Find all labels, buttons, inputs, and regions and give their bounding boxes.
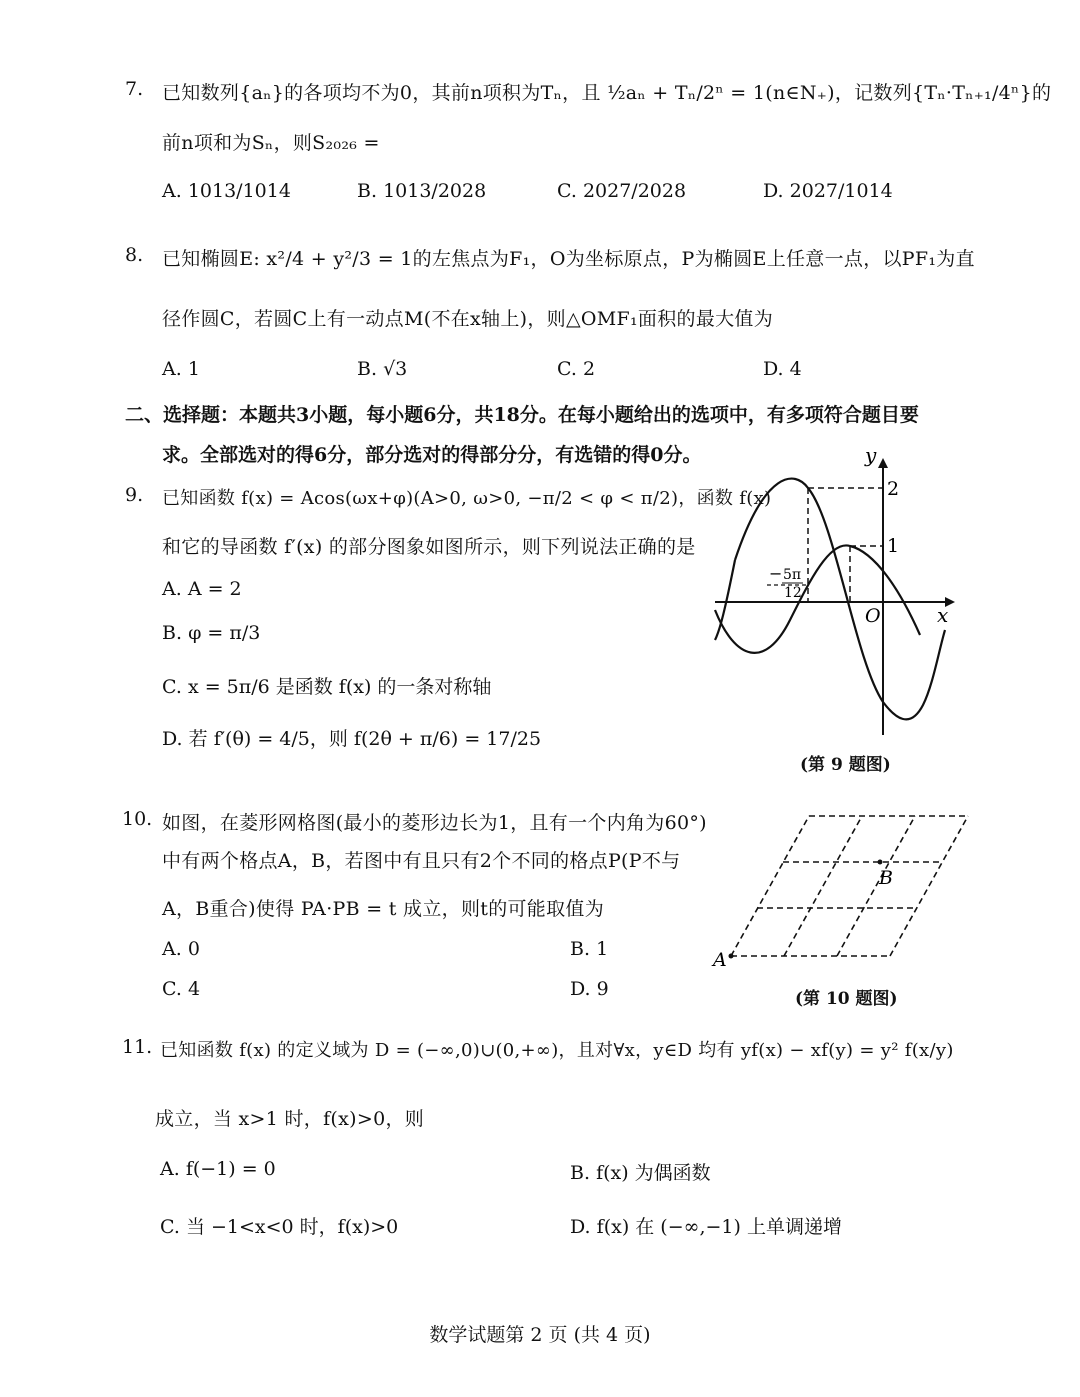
y-axis-arrow-icon bbox=[878, 458, 888, 468]
q10-rhombus-grid-figure bbox=[705, 808, 970, 973]
grid-col-1 bbox=[784, 816, 862, 956]
q9-graph-figure bbox=[705, 440, 965, 740]
f-curve bbox=[735, 479, 945, 720]
q9-option-d: D. 若 f′(θ) = 4/5，则 f(2θ + π/6) = 17/25 bbox=[162, 728, 542, 750]
origin-label: O bbox=[865, 605, 881, 627]
q10-option-b: B. 1 bbox=[570, 938, 609, 960]
q11-option-a: A. f(−1) = 0 bbox=[160, 1158, 276, 1180]
q8-option-a: A. 1 bbox=[162, 358, 200, 380]
q10-option-c: C. 4 bbox=[162, 978, 201, 1000]
q9-figure-caption: (第 9 题图) bbox=[800, 755, 891, 775]
q7-stem-line2: 前n项和为Sₙ，则S₂₀₂₆ = bbox=[162, 132, 380, 154]
q11-stem-line1: 已知函数 f(x) 的定义域为 D = (−∞,0)∪(0,+∞)，且对∀x，y∈D 均有 yf(x) − xf(y) = y² f(x/y) bbox=[160, 1040, 954, 1061]
q8-option-c: C. 2 bbox=[557, 358, 596, 380]
q10-option-a: A. 0 bbox=[162, 938, 200, 960]
page-footer: 数学试题第 2 页 (共 4 页) bbox=[429, 1324, 651, 1346]
q8-number: 8. bbox=[125, 244, 144, 266]
q11-stem-line2: 成立，当 x>1 时，f(x)>0，则 bbox=[155, 1108, 425, 1130]
q9-number: 9. bbox=[125, 484, 144, 506]
q10-stem-line2: 中有两个格点A，B，若图中有且只有2个不同的格点P(P不与 bbox=[162, 850, 681, 872]
q9-stem-line2: 和它的导函数 f′(x) 的部分图象如图所示，则下列说法正确的是 bbox=[162, 536, 696, 558]
f-curve-left bbox=[715, 560, 735, 640]
neg-label-denominator: 12 bbox=[784, 585, 802, 601]
q11-option-c: C. 当 −1<x<0 时，f(x)>0 bbox=[160, 1216, 399, 1238]
x-axis-label: x bbox=[937, 603, 949, 627]
q7-option-b: B. 1013/2028 bbox=[357, 180, 487, 202]
q10-option-d: D. 9 bbox=[570, 978, 609, 1000]
neg-label-numerator: 5π bbox=[783, 567, 802, 583]
point-b-label: B bbox=[879, 867, 893, 889]
q9-option-a: A. A = 2 bbox=[162, 578, 242, 600]
q10-number: 10. bbox=[122, 808, 153, 830]
y-axis-label: y bbox=[865, 443, 877, 467]
point-b-marker bbox=[878, 860, 883, 865]
q11-option-b: B. f(x) 为偶函数 bbox=[570, 1162, 711, 1184]
q10-stem-line3: A，B重合)使得 PA·PB = t 成立，则t的可能取值为 bbox=[162, 898, 604, 920]
neg-sign: − bbox=[769, 564, 783, 583]
q7-number: 7. bbox=[125, 78, 144, 100]
q9-stem-line1: 已知函数 f(x) = Acos(ωx+φ)(A>0, ω>0, −π/2 < φ < π/2)，函数 f(x) bbox=[162, 488, 772, 509]
tick-label-2: 2 bbox=[887, 478, 900, 500]
q7-stem-line1: 已知数列{aₙ}的各项均不为0，其前n项积为Tₙ，且 ½aₙ + Tₙ/2ⁿ = 1(n∈N₊)，记数列{Tₙ·Tₙ₊₁/4ⁿ}的 bbox=[162, 82, 1052, 104]
q10-stem-line1: 如图，在菱形网格图(最小的菱形边长为1，且有一个内角为60°) bbox=[162, 812, 707, 834]
grid-col-2 bbox=[837, 816, 915, 956]
q8-option-b: B. √3 bbox=[357, 358, 408, 380]
f-prime-curve bbox=[715, 545, 920, 652]
grid-col-0 bbox=[731, 816, 809, 956]
q8-option-d: D. 4 bbox=[763, 358, 802, 380]
tick-label-1: 1 bbox=[887, 535, 900, 557]
q10-figure-caption: (第 10 题图) bbox=[795, 989, 898, 1009]
section2-heading: 二、选择题：本题共3小题，每小题6分，共18分。在每小题给出的选项中，有多项符合题目要 bbox=[125, 404, 919, 426]
grid-col-3 bbox=[890, 816, 968, 956]
q7-option-a: A. 1013/1014 bbox=[162, 180, 291, 202]
grid-lines bbox=[731, 816, 968, 956]
q9-option-b: B. φ = π/3 bbox=[162, 622, 261, 644]
q9-option-c: C. x = 5π/6 是函数 f(x) 的一条对称轴 bbox=[162, 676, 492, 698]
q7-option-c: C. 2027/2028 bbox=[557, 180, 687, 202]
q11-option-d: D. f(x) 在 (−∞,−1) 上单调递增 bbox=[570, 1216, 842, 1238]
q7-option-d: D. 2027/1014 bbox=[763, 180, 893, 202]
point-a-label: A bbox=[713, 949, 727, 971]
q8-stem-line1: 已知椭圆E: x²/4 + y²/3 = 1的左焦点为F₁，O为坐标原点，P为椭圆E上任意一点，以PF₁为直 bbox=[162, 248, 975, 270]
q11-number: 11. bbox=[122, 1036, 153, 1058]
point-a-marker bbox=[729, 954, 734, 959]
section2-instructions: 求。全部选对的得6分，部分选对的得部分分，有选错的得0分。 bbox=[162, 444, 702, 466]
q8-stem-line2: 径作圆C，若圆C上有一动点M(不在x轴上)，则△OMF₁面积的最大值为 bbox=[162, 308, 774, 330]
